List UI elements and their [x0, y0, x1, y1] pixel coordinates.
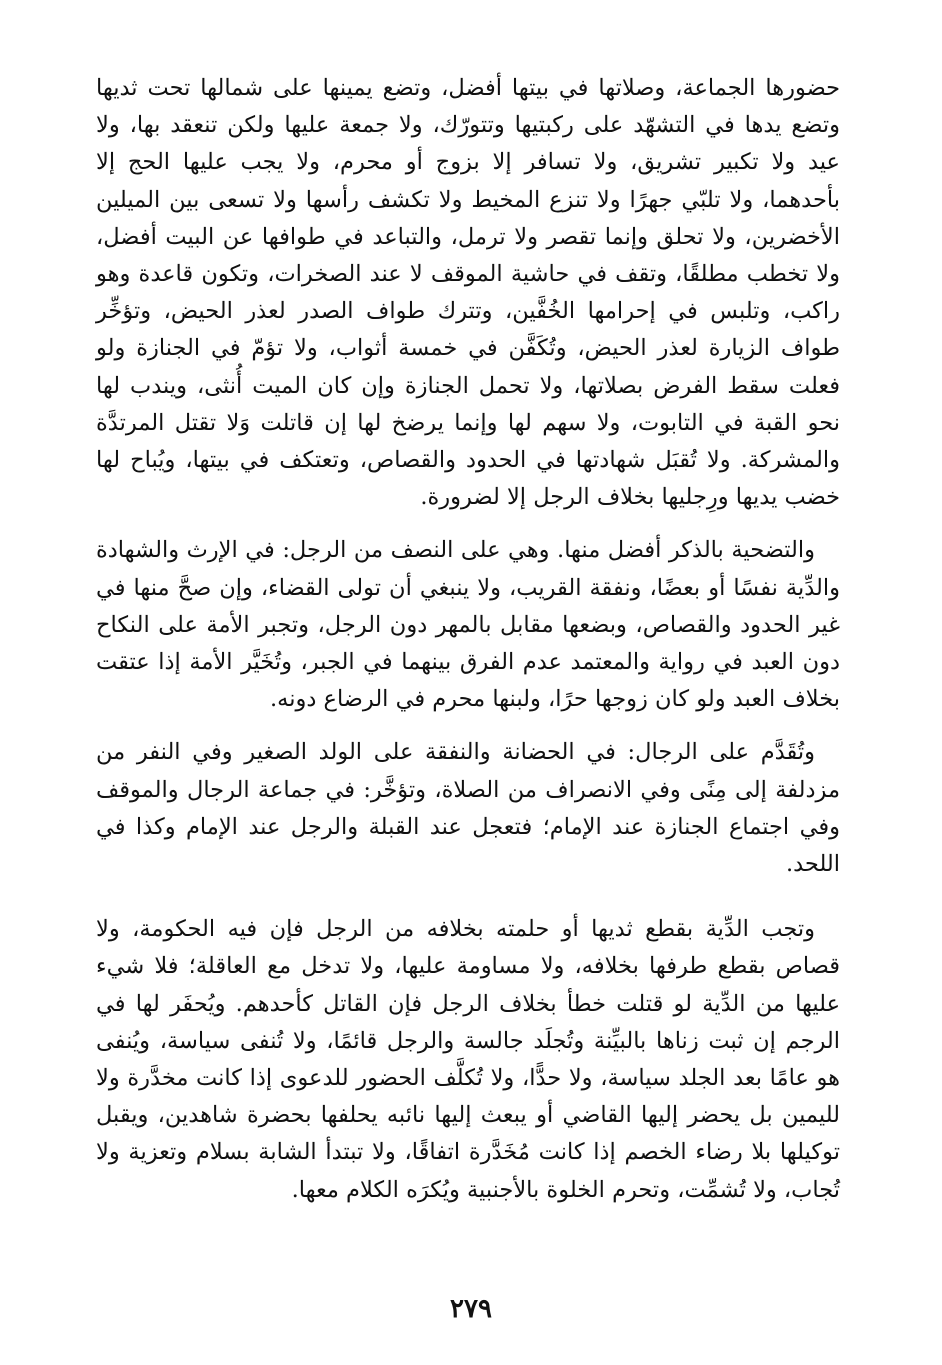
paragraph-1: حضورها الجماعة، وصلاتها في بيتها أفضل، وتضع يمينها على شمالها تحت ثديها وتضع يدها في التشهّد على ركبتيها وتتورّك، ولا جمعة عليها ولكن تنعقد بها، ولا عيد ولا تكبير تشريق، ولا تسافر إلا بزوج أو محرم، ولا يجب عليها الحج إلا بأحدهما، ولا تلبّي جهرًا ولا تنزع المخيط ولا تكشف رأسها ولا تسعى بين الميلين الأخضرين، ولا تحلق وإنما تقصر ولا ترمل، والتباعد في طوافها عن البيت أفضل، ولا تخطب مطلقًا، وتقف في حاشية الموقف لا عند الصخرات، وتكون قاعدة وهو راكب، وتلبس في إحرامها الخُفَّين، وتترك طواف الصدر لعذر الحيض، وتؤخِّر طواف الزيارة لعذر الحيض، وتُكَفَّن في خمسة أثواب، ولا تؤمّ في الجنازة ولو فعلت سقط الفرض بصلاتها، ولا تحمل الجنازة وإن كان الميت أُنثى، ويندب لها نحو القبة في التابوت، ولا سهم لها وإنما يرضخ لها إن قاتلت وَلا تقتل المرتدَّة والمشركة. ولا تُقبَل شهادتها في الحدود والقصاص، وتعتكف في بيتها، ويُباح لها خضب يديها ورِجليها بخلاف الرجل إلا لضرورة.	[96, 75, 840, 511]
paragraph-4: وتجب الدِّية بقطع ثديها أو حلمته بخلافه من الرجل فإن فيه الحكومة، ولا قصاص بقطع طرفها بخلافه، ولا مساومة عليها، ولا تدخل مع العاقلة؛ فلا شيء عليها من الدِّية لو قتلت خطأ بخلاف الرجل فإن القاتل كأحدهم. ويُحفَر لها في الرجم إن ثبت زناها بالبيِّنة وتُجلَد جالسة والرجل قائمًا، ولا تُنفى سياسة، ويُنفى هو عامًا بعد الجلد سياسة، ولا حدًّا، ولا تُكلَّف الحضور للدعوى إذا كانت مخدَّرة ولا لليمين بل يحضر إليها القاضي أو يبعث إليها نائبه يحلفها بحضرة شاهدين، ويقبل توكيلها بلا رضاء الخصم إذا كانت مُخَدَّرة اتفاقًا، ولا تبتدأ الشابة بسلام وتعزية ولا تُجاب، ولا تُشمِّت، وتحرم الخلوة بالأجنبية ويُكرَه الكلام معها.	[96, 916, 840, 1203]
page-number: ٢٧٩	[450, 1294, 492, 1324]
paragraph-2: والتضحية بالذكر أفضل منها. وهي على النصف من الرجل: في الإرث والشهادة والدِّية نفسًا أو بعضًا، ونفقة القريب، ولا ينبغي أن تولى القضاء، وإن صحَّ منها في غير الحدود والقصاص، وبضعها مقابل بالمهر دون الرجل، وتجبر الأمة على النكاح دون العبد في رواية والمعتمد عدم الفرق بينهما في الجبر، وتُخَيَّر الأمة إذا عتقت بخلاف العبد ولو كان زوجها حرًا، ولبنها محرم في الرضاع دونه.	[96, 537, 840, 713]
main-text	[96, 70, 840, 1209]
paragraph-3: وتُقَدَّم على الرجال: في الحضانة والنفقة على الولد الصغير وفي النفر من مزدلفة إلى مِنًى وفي الانصراف من الصلاة، وتؤخَّر: في جماعة الرجال والموقف وفي اجتماع الجنازة عند الإمام؛ فتعجل عند القبلة والرجل عند الإمام وكذا في اللحد.	[96, 739, 840, 878]
